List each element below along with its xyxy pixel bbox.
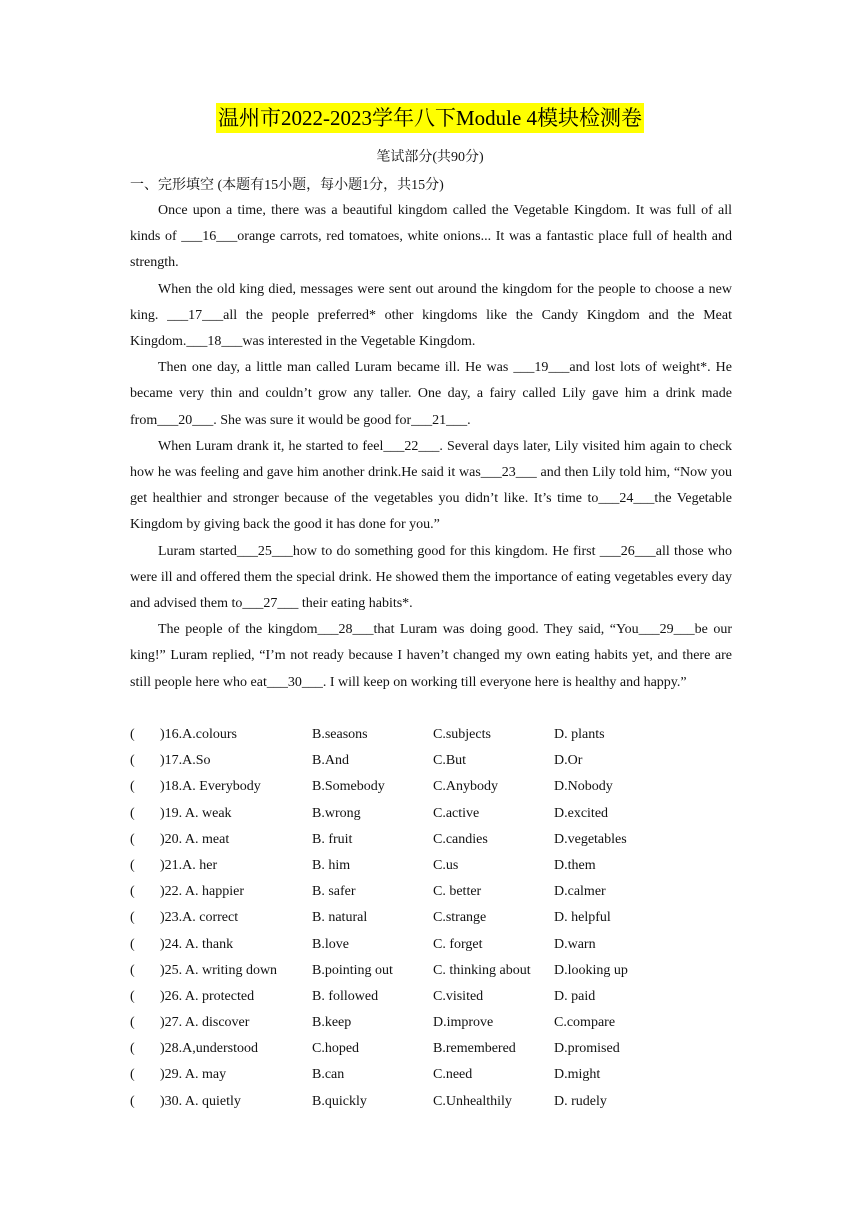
option-d: D. helpful	[554, 910, 611, 926]
option-c: B.remembered	[433, 1041, 516, 1057]
option-d: D.looking up	[554, 962, 628, 978]
option-c: C.need	[433, 1067, 473, 1083]
answer-paren: (	[130, 1041, 135, 1057]
question-row	[130, 774, 732, 800]
options-list	[130, 722, 732, 1115]
cloze-passage	[130, 198, 732, 696]
passage-paragraph: Then one day, a little man called Luram became ill. He was ___19___and lost lots of weight*. He became very thin and couldn’t grow any taller. One day, a fairy called Lily gave him a drink made from___20___. She was sure it would be good for___21___.	[130, 360, 732, 428]
option-b: B. natural	[312, 910, 368, 926]
title-container	[0, 103, 860, 133]
option-c: C.Unhealthily	[433, 1093, 512, 1109]
option-b: B. safer	[312, 884, 356, 900]
answer-paren: (	[130, 988, 135, 1004]
option-d: D.might	[554, 1067, 601, 1083]
question-row	[130, 879, 732, 905]
answer-paren: (	[130, 1067, 135, 1083]
option-d: D. paid	[554, 988, 596, 1004]
option-b: C.hoped	[312, 1041, 360, 1057]
page-subtitle: 笔试部分(共90分)	[376, 150, 484, 165]
option-c: C.us	[433, 857, 459, 873]
option-d: D.them	[554, 857, 596, 873]
question-row	[130, 722, 732, 748]
option-c: C.subjects	[433, 727, 491, 742]
option-d: D.promised	[554, 1041, 620, 1057]
option-b: B.And	[312, 753, 349, 769]
option-c: C.active	[433, 805, 480, 821]
option-a: )23.A. correct	[160, 910, 239, 926]
option-a: )26. A. protected	[160, 988, 255, 1004]
passage-paragraph: The people of the kingdom___28___that Luram was doing good. They said, “You___29___be our king!” Luram replied, “I’m not ready because I haven’t changed my own eating habits yet, and there are still people here who eat___30___. I will keep on working till everyone here is healthy and happy.”	[130, 622, 732, 690]
option-d: D. plants	[554, 727, 605, 742]
option-a: )19. A. weak	[160, 805, 232, 821]
option-b: B.seasons	[312, 727, 368, 742]
option-c: C. forget	[433, 936, 483, 952]
answer-paren: (	[130, 910, 135, 926]
question-row	[130, 1089, 732, 1115]
answer-paren: (	[130, 779, 135, 795]
question-row	[130, 958, 732, 984]
answer-paren: (	[130, 753, 135, 769]
passage-paragraph: Luram started___25___how to do something good for this kingdom. He first ___26___all those who were ill and offered them the special drink. He showed them the importance of eating vegetables every day and advised them to___27___ their eating habits*.	[130, 543, 732, 612]
option-c: C. better	[433, 884, 482, 900]
option-a: )16.A.colours	[160, 727, 237, 742]
answer-paren: (	[130, 962, 135, 978]
option-d: D.vegetables	[554, 831, 627, 847]
option-a: )21.A. her	[160, 857, 218, 873]
answer-paren: (	[130, 727, 135, 742]
option-a: )27. A. discover	[160, 1015, 250, 1031]
page-title: 温州市2022-2023学年八下Module 4模块检测卷	[216, 103, 644, 133]
option-c: C.strange	[433, 910, 487, 926]
option-a: )28.A,understood	[160, 1041, 258, 1057]
option-d: D.Nobody	[554, 779, 613, 795]
option-b: B.can	[312, 1067, 345, 1083]
answer-paren: (	[130, 1093, 135, 1109]
question-row	[130, 827, 732, 853]
answer-paren: (	[130, 936, 135, 952]
answer-paren: (	[130, 831, 135, 847]
option-d: C.compare	[554, 1015, 616, 1031]
option-b: B. fruit	[312, 831, 353, 847]
option-c: C.Anybody	[433, 779, 498, 795]
answer-paren: (	[130, 805, 135, 821]
option-a: )20. A. meat	[160, 831, 230, 847]
question-row	[130, 748, 732, 774]
option-b: B.pointing out	[312, 962, 393, 978]
option-c: C.candies	[433, 831, 488, 847]
option-b: B.wrong	[312, 805, 361, 821]
passage-paragraph: When Luram drank it, he started to feel___22___. Several days later, Lily visited him again to check how he was feeling and gave him another drink.He said it was___23___ and then Lily told him, “Now you get healthier and stronger because of the vegetables you didn’t like. It’s time to___24___the Vegetable Kingdom by giving back the good it has done for you.”	[130, 438, 732, 533]
option-d: D. rudely	[554, 1093, 607, 1109]
question-row	[130, 1010, 732, 1036]
option-d: D.warn	[554, 936, 596, 952]
option-c: D.improve	[433, 1015, 494, 1031]
option-a: )22. A. happier	[160, 884, 244, 900]
answer-paren: (	[130, 1015, 135, 1031]
question-row	[130, 853, 732, 879]
question-row	[130, 801, 732, 827]
question-row	[130, 1062, 732, 1088]
option-b: B.keep	[312, 1015, 352, 1031]
option-a: )24. A. thank	[160, 936, 234, 952]
section-heading: 一、完形填空 (本题有15小题，每小题1分，共15分)	[130, 178, 444, 193]
option-c: C.visited	[433, 988, 484, 1004]
option-c: C.But	[433, 753, 467, 769]
passage-paragraph: When the old king died, messages were sent out around the kingdom for the people to choose a new king. ___17___all the people preferred* other kingdoms like the Candy Kingdom and the Meat Kingdom.___18___was interested in the Vegetable Kingdom.	[130, 281, 732, 350]
question-row	[130, 905, 732, 931]
option-d: D.excited	[554, 805, 609, 821]
option-b: B.love	[312, 936, 349, 952]
option-b: B.quickly	[312, 1093, 367, 1109]
question-row	[130, 1036, 732, 1062]
option-a: )25. A. writing down	[160, 962, 278, 978]
option-a: )30. A. quietly	[160, 1093, 241, 1109]
option-a: )17.A.So	[160, 753, 211, 769]
option-b: B. followed	[312, 988, 379, 1004]
answer-paren: (	[130, 857, 135, 873]
option-a: )18.A. Everybody	[160, 779, 261, 795]
option-b: B. him	[312, 857, 351, 873]
option-a: )29. A. may	[160, 1067, 227, 1083]
option-d: D.calmer	[554, 884, 606, 900]
option-d: D.Or	[554, 753, 583, 769]
answer-paren: (	[130, 884, 135, 900]
passage-paragraph: Once upon a time, there was a beautiful kingdom called the Vegetable Kingdom. It was full of all kinds of ___16___orange carrots, red tomatoes, white onions... It was a fantastic place full of health and strength.	[130, 203, 732, 271]
option-b: B.Somebody	[312, 779, 385, 795]
question-row	[130, 932, 732, 958]
option-c: C. thinking about	[433, 962, 531, 978]
question-row	[130, 984, 732, 1010]
